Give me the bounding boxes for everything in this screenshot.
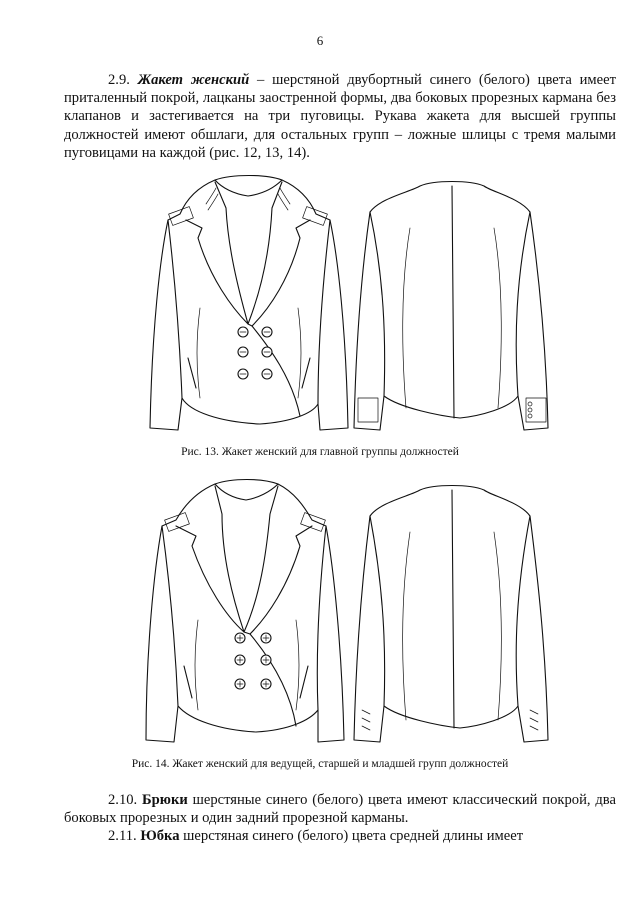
figure-14-jacket-drawing — [0, 470, 640, 758]
section-text: шерстяная синего (белого) цвета средней длины имеет — [179, 828, 524, 844]
section-text: – шерстяной двубортный синего (белого) цвета имеет приталенный покрой, лацканы заостренной формы, два боковых прорезных кармана без клапанов и застегивается на три пуговицы. Рукава жакета для высшей группы должностей имеют обшлаги, для остальных групп – ложные шлицы с тремя малыми пуговицами на каждой (рис. 12, 13, 14). — [64, 72, 616, 161]
figure-14-caption: Рис. 14. Жакет женский для ведущей, старшей и младшей групп должностей — [131, 758, 509, 770]
jacket-back-view — [354, 486, 548, 743]
paragraph-2-9 — [64, 71, 616, 162]
section-number: 2.10. — [108, 792, 138, 808]
paragraph-2-10 — [64, 791, 616, 827]
page-number: 6 — [316, 33, 324, 48]
section-number: 2.9. — [108, 72, 130, 88]
figure-13-jacket-drawing — [0, 168, 640, 446]
jacket-front-view — [146, 480, 344, 743]
jacket-back-view — [354, 182, 548, 431]
jacket-front-view — [150, 176, 348, 431]
figure-13-caption: Рис. 13. Жакет женский для главной группы должностей — [181, 446, 459, 458]
section-number: 2.11. — [108, 828, 137, 844]
section-title: Брюки — [142, 792, 188, 808]
section-text: шерстяные синего (белого) цвета имеют классический покрой, два боковых прорезных и один задний прорезной карманы. — [64, 792, 616, 827]
section-title: Жакет женский — [137, 72, 250, 88]
section-title: Юбка — [140, 828, 180, 844]
paragraph-2-11 — [64, 827, 616, 845]
